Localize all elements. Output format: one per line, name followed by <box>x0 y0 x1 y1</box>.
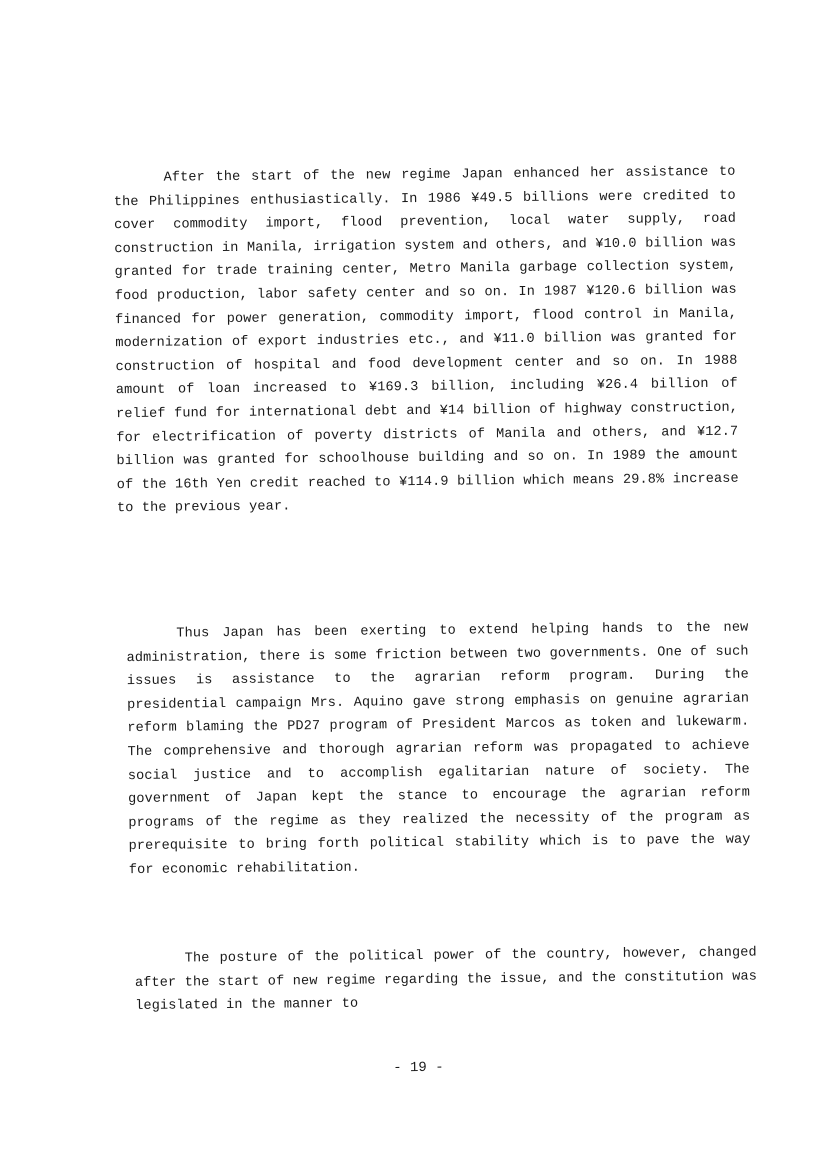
paragraph-indent <box>114 181 164 182</box>
body-paragraph-1 <box>113 161 739 521</box>
paragraph-text: The posture of the political power of the country, however, changed after the start of new regime regarding the issue, and the constitution was legislated in the manner to <box>134 945 758 1015</box>
body-paragraph-3 <box>135 941 758 1018</box>
paragraph-indent <box>126 637 176 638</box>
body-paragraph-2 <box>126 617 751 883</box>
paragraph-text: Thus Japan has been exerting to extend helping hands to the new administration, there is some friction between two governments. One of such issues is assistance to the agrarian reform program. During the presidential campaign Mrs. Aquino gave strong emphasis on genuine agrarian reform blaming the PD27 program of President Marcos as token and lukewarm. The comprehensive and thorough agrarian reform was propagated to achieve social justice and to accomplish egalitarian nature of society. The government of Japan kept the stance to encourage the agrarian reform programs of the regime as they realized the necessity of the program as prerequisite to bring forth political stability which is to pave the way for economic rehabilitation. <box>126 620 751 879</box>
page-number: - 19 - <box>393 1059 444 1077</box>
paragraph-text: After the start of the new regime Japan enhanced her assistance to the Philippines enthusiastically. In 1986 ¥49.5 billions were credited to cover commodity import, flood prevention, local water supply, road construction in Manila, irrigation system and others, and ¥10.0 billion was granted for trade training center, Metro Manila garbage collection system, food production, labor safety center and so on. In 1987 ¥120.6 billion was financed for power generation, commodity import, flood control in Manila, modernization of export industries etc., and ¥11.0 billion was granted for construction of hospital and food development center and so on. In 1988 amount of loan increased to ¥169.3 billion, including ¥26.4 billion of relief fund for international debt and ¥14 billion of highway construction, for electrification of poverty districts of Manila and others, and ¥12.7 billion was granted for schoolhouse building and so on. In 1989 the amount of the 16th Yen credit reached to ¥114.9 billion which means 29.8% increase to the previous year. <box>113 164 739 517</box>
paragraph-indent <box>135 961 185 962</box>
